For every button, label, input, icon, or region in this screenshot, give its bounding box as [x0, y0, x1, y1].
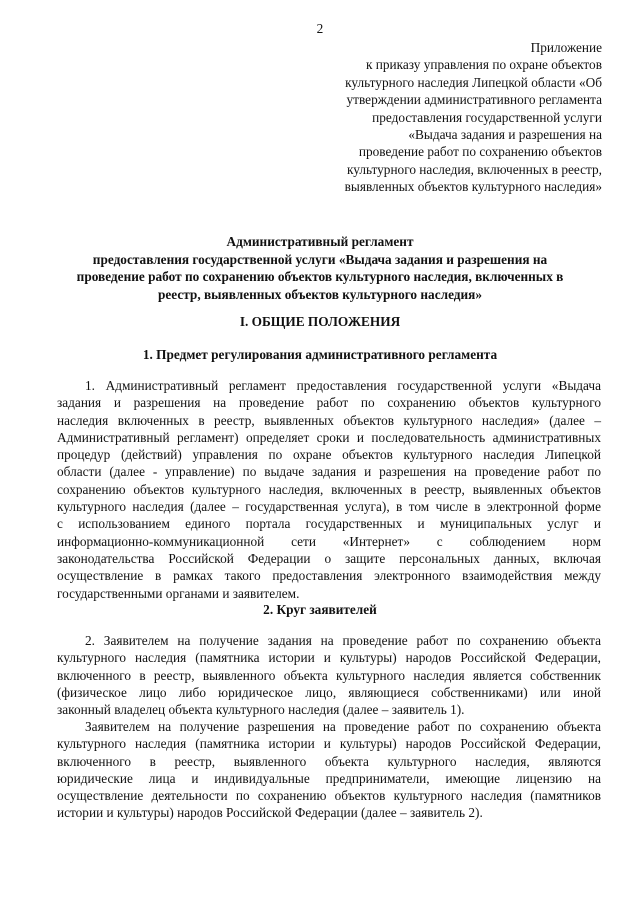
- appendix-line: утверждении административного регламента: [346, 92, 602, 108]
- paragraph-line: (физическое лицо либо юридическое лицо, являющиеся собственниками) или иной: [57, 684, 601, 700]
- paragraph-line: юридические лица и индивидуальные предприниматели, имеющие лицензию на: [57, 770, 601, 786]
- paragraph-line: истории и культуры) народов Российской Федерации (далее – заявитель 2).: [57, 805, 483, 821]
- appendix-line: проведение работ по сохранению объектов: [358, 144, 602, 160]
- paragraph-line: государственными органами и заявителем.: [57, 585, 300, 601]
- section-heading: I. ОБЩИЕ ПОЛОЖЕНИЯ: [239, 314, 401, 329]
- appendix-line: культурного наследия Липецкой области «Об: [345, 74, 602, 90]
- paragraph-line: включенного в реестр, выявленного объекта культурного наследия является собственник: [57, 667, 601, 683]
- appendix-line: к приказу управления по охране объектов: [365, 57, 602, 73]
- paragraph-line: наследия включенных в реестр, выявленных объектов культурного наследия» (далее –: [57, 412, 601, 428]
- paragraph-line: включенного в реестр, выявленного объекта культурного наследия, являются: [57, 753, 601, 769]
- appendix-line: предоставления государственной услуги: [372, 109, 602, 125]
- paragraph-line: задания и разрешения на проведение работ по сохранению объектов культурного: [57, 395, 601, 411]
- paragraph-line: процедур (действий) управления по охране объектов культурного наследия Липецкой: [57, 447, 601, 463]
- paragraph-line: информационно-коммуникационной сети «Интернет» с соблюдением норм: [57, 533, 601, 549]
- paragraph-line: осуществление в рамках такого предоставления электронного взаимодействия между: [57, 568, 601, 584]
- paragraph-line: Заявителем на получение разрешения на проведение работ по сохранению объекта: [85, 719, 601, 734]
- paragraph-line: культурного наследия (памятника истории и культуры) народов Российской Федерации,: [57, 650, 601, 666]
- paragraph-line: законный владелец объекта культурного наследия (далее – заявитель 1).: [57, 702, 465, 718]
- subsection-1-heading: 1. Предмет регулирования административного регламента: [142, 347, 498, 362]
- paragraph-line: сохранению объектов культурного наследия, включенных в реестр, выявленных объектов: [57, 481, 601, 497]
- document-title: [50, 233, 590, 303]
- paragraph-line: области (далее - управление) по выдаче задания и разрешения на проведение работ по: [57, 464, 601, 480]
- paragraph-line: 2. Заявителем на получение задания на проведение работ по сохранению объекта: [85, 633, 601, 648]
- title-line: проведение работ по сохранению объектов культурного наследия, включенных в: [76, 269, 564, 285]
- paragraph-line: культурного наследия (далее – государственная услуга), в том числе в электронной форме: [57, 499, 601, 515]
- title-line: реестр, выявленных объектов культурного наследия»: [157, 286, 483, 302]
- paragraph-line: Административный регламент) определяет сроки и последовательность административных: [57, 429, 601, 445]
- page-number: 2: [316, 21, 324, 36]
- paragraph-line: законодательства Российской Федерации о защите персональных данных, включая: [57, 550, 601, 566]
- appendix-line: «Выдача задания и разрешения на: [408, 127, 602, 143]
- appendix-block: [345, 39, 602, 196]
- subsection-2-heading: 2. Круг заявителей: [263, 602, 377, 617]
- subsection-1-paragraph: [57, 377, 601, 602]
- appendix-line: культурного наследия, включенных в реестр,: [346, 161, 602, 177]
- appendix-line: Приложение: [530, 40, 602, 55]
- title-line: Административный регламент: [226, 234, 414, 249]
- paragraph-line: с использованием единого портала государственных и муниципальных услуг и: [57, 516, 601, 532]
- appendix-line: выявленных объектов культурного наследия»: [344, 179, 602, 195]
- paragraph-line: культурного наследия (памятника истории и культуры) народов Российской Федерации,: [57, 736, 601, 752]
- subsection-2-paragraph-2: [57, 718, 601, 822]
- paragraph-line: осуществление деятельности по сохранению объектов культурного наследия (памятников: [57, 788, 601, 804]
- subsection-2-paragraph-1: [57, 632, 601, 718]
- title-line: предоставления государственной услуги «Выдача задания и разрешения на: [92, 251, 548, 267]
- paragraph-line: 1. Административный регламент предоставления государственной услуги «Выдача: [85, 378, 601, 393]
